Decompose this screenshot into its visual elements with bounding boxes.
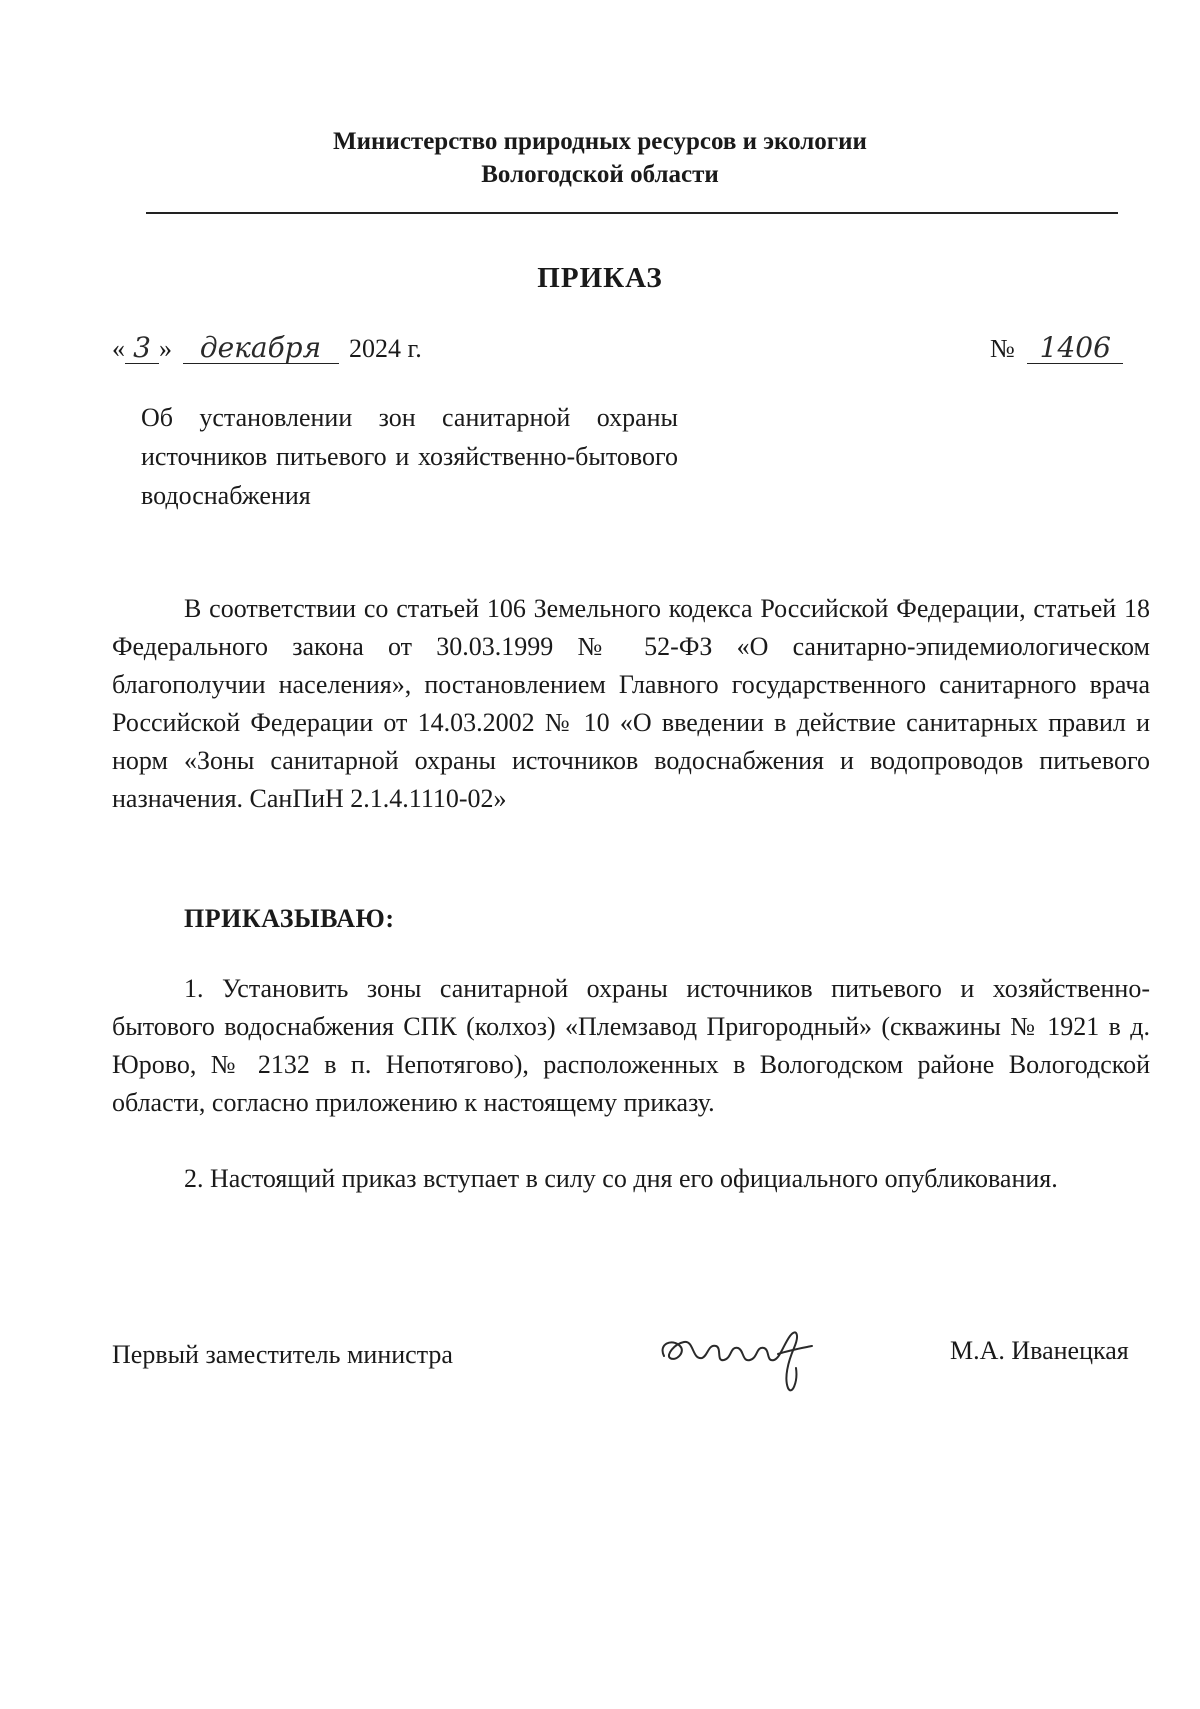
date-year: 2024 г. — [349, 334, 422, 363]
order-item-1: 1. Установить зоны санитарной охраны источников питьевого и хозяйственно-бытового водоснабжения СПК (колхоз) «Племзавод Пригородный» (скважины № 1921 в д. Юрово, № 2132 в п. Непотягово), расположенных в Вологодском районе Вологодской области, согласно приложению к настоящему приказу. — [112, 974, 1150, 1117]
number-value: 1406 — [1027, 333, 1123, 364]
header-divider — [146, 212, 1118, 214]
date-close-quote: » — [159, 334, 172, 363]
document-date — [112, 330, 422, 368]
number-label: № — [990, 334, 1015, 363]
ministry-name-line2: Вологодской области — [481, 161, 719, 188]
date-open-quote: « — [112, 334, 125, 363]
date-month: декабря — [183, 333, 339, 364]
document-number — [990, 330, 1123, 368]
signatory-name: М.А. Иванецкая — [950, 1336, 1129, 1365]
order-heading: ПРИКАЗЫВАЮ: — [184, 904, 395, 933]
signatory-position: Первый заместитель министра — [112, 1340, 453, 1369]
handwritten-signature — [650, 1308, 850, 1403]
ministry-name-line1: Министерство природных ресурсов и экологии — [333, 128, 867, 155]
date-day: 3 — [125, 333, 159, 364]
document-title: ПРИКАЗ — [537, 262, 663, 294]
preamble-paragraph: В соответствии со статьей 106 Земельного кодекса Российской Федерации, статьей 18 Федерального закона от 30.03.1999 № 52-ФЗ «О санитарно-эпидемиологическом благополучии населения», постановлением Главного государственного санитарного врача Российской Федерации от 14.03.2002 № 10 «О введении в действие санитарных правил и норм «Зоны санитарной охраны источников водоснабжения и водопроводов питьевого назначения. СанПиН 2.1.4.1110-02» — [112, 594, 1150, 813]
document-subject: Об установлении зон санитарной охраны источников питьевого и хозяйственно-бытового водоснабжения — [141, 403, 678, 510]
order-item-2: 2. Настоящий приказ вступает в силу со дня его официального опубликования. — [184, 1164, 1058, 1193]
